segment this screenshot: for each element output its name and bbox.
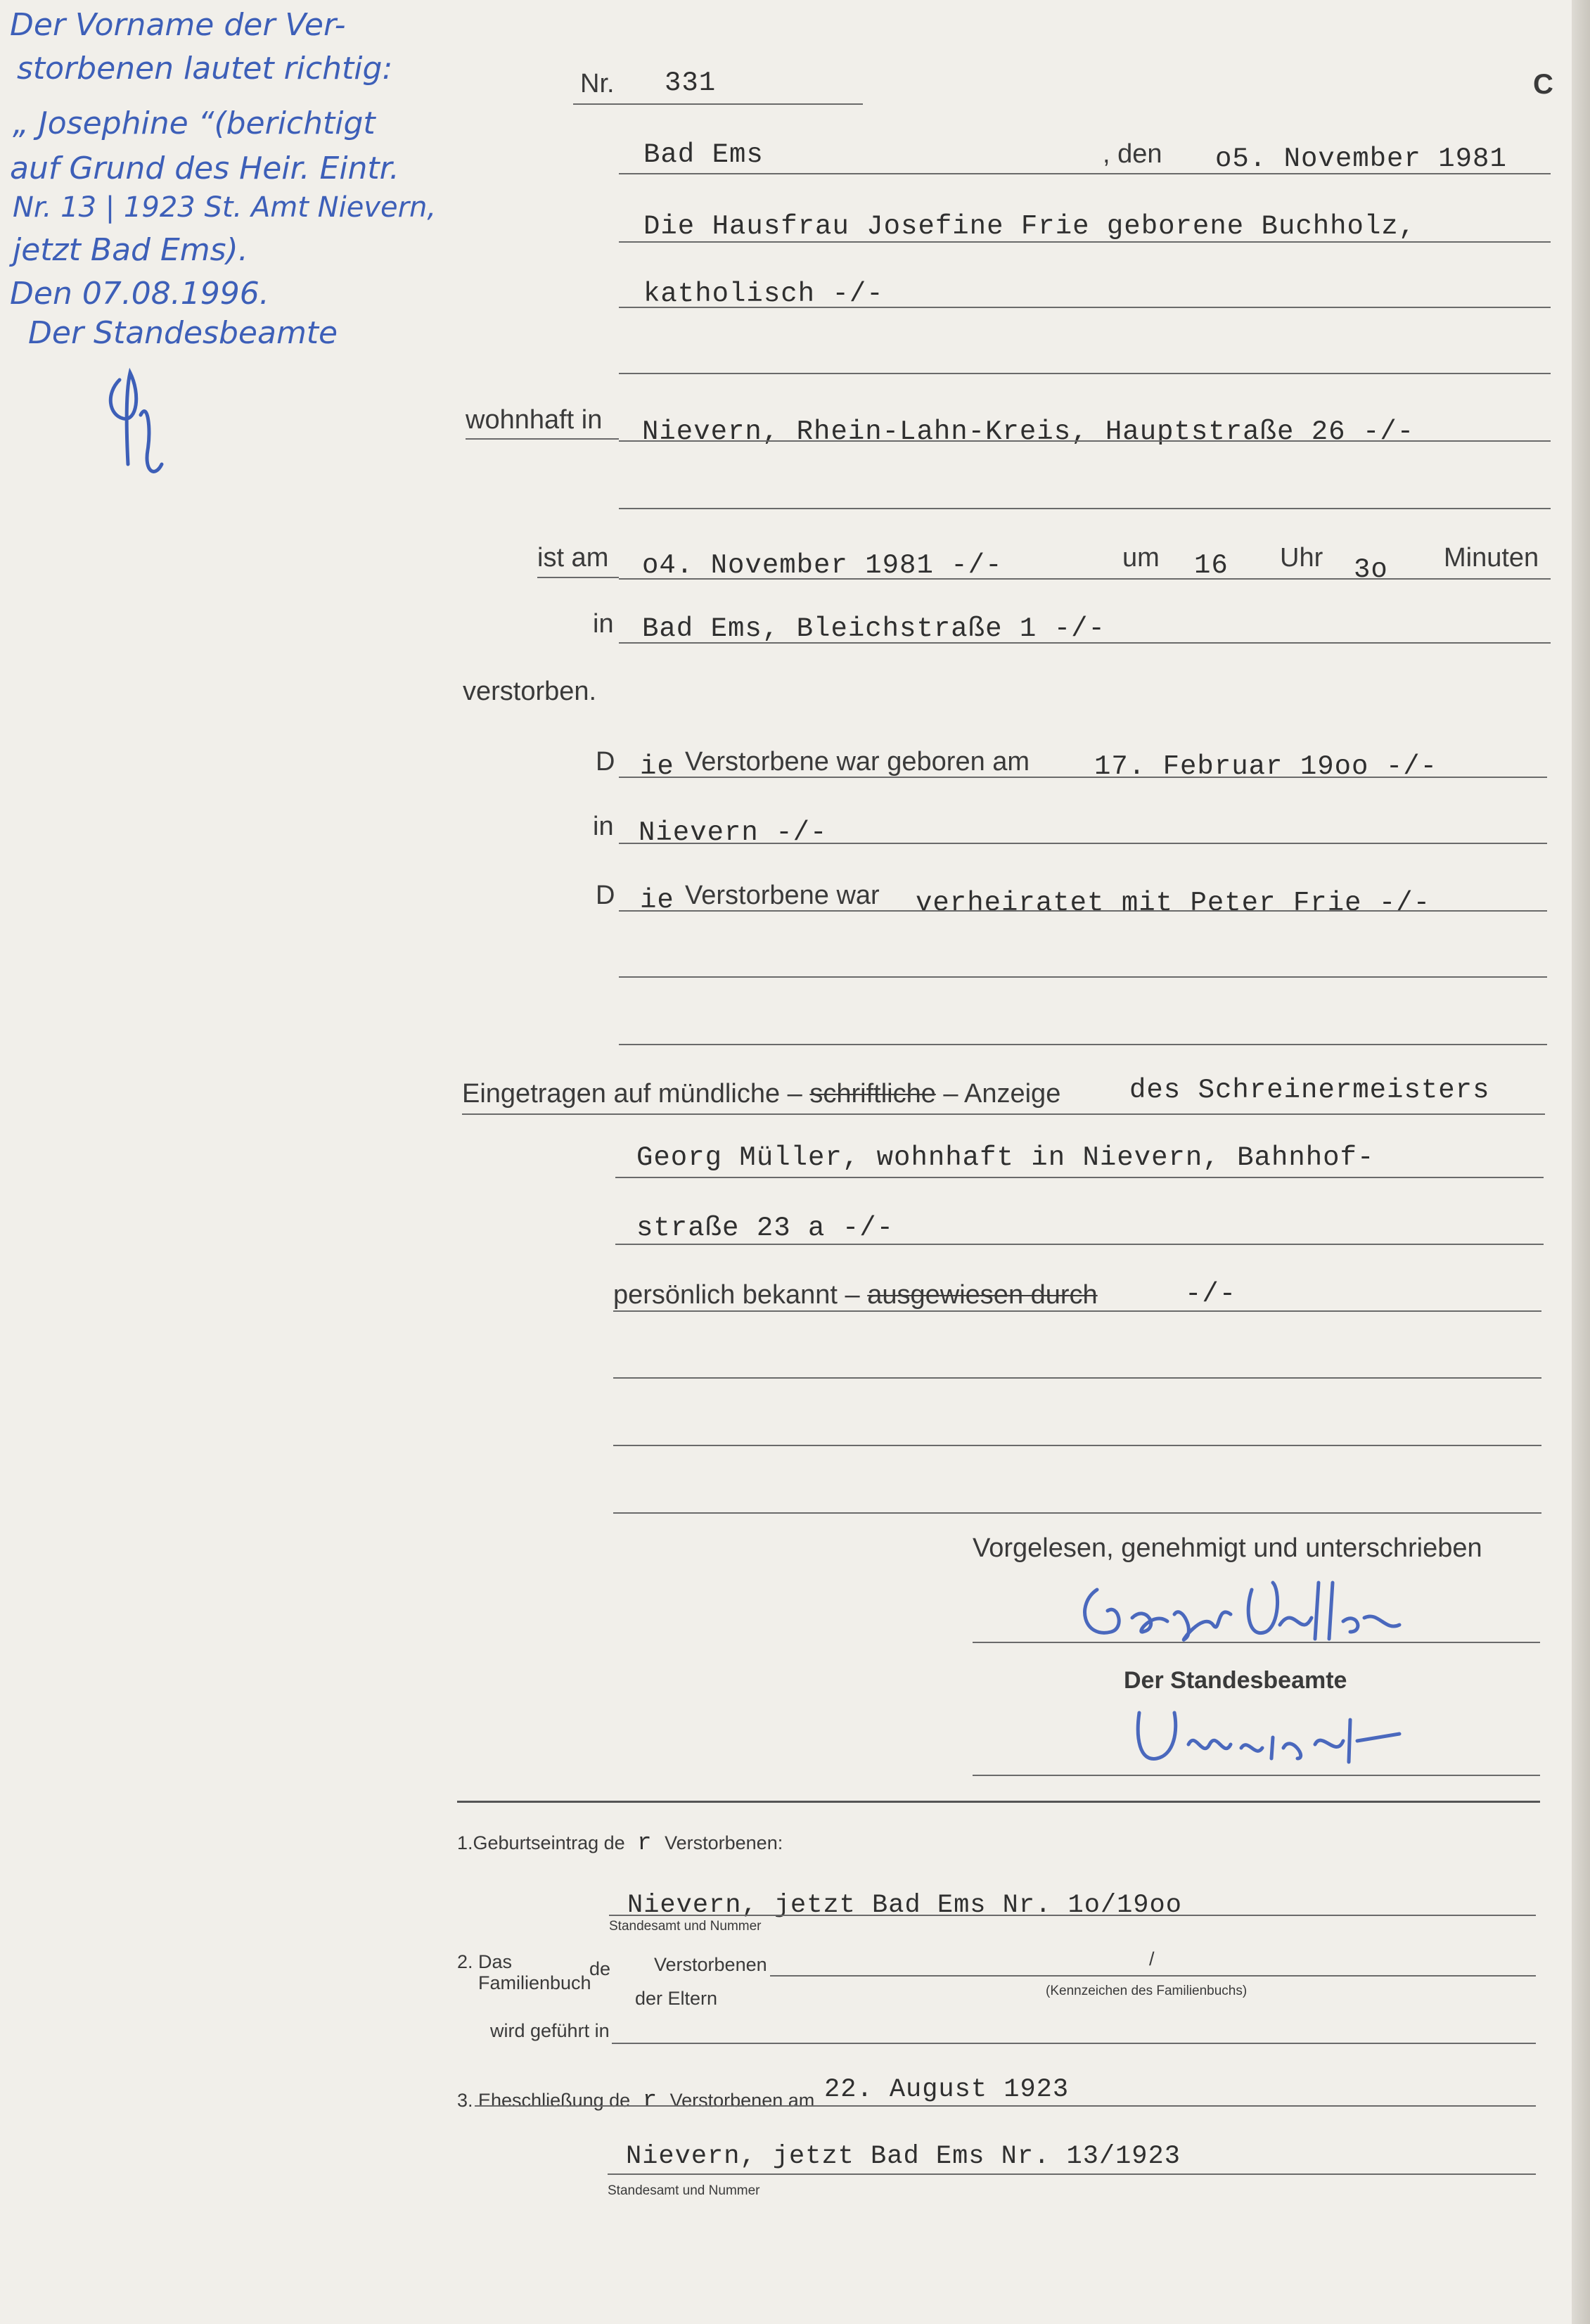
informant-line-1: des Schreinermeisters: [1129, 1075, 1490, 1106]
person-rule-3: [619, 373, 1551, 374]
death-date: o4. November 1981 -/-: [642, 550, 1003, 581]
birth-d-label: D: [596, 747, 615, 777]
birth-rule-1: [619, 777, 1547, 778]
birth-entry-label-a: 1.Geburtseintrag de: [457, 1832, 625, 1853]
informant-rule-1: [615, 1177, 1544, 1178]
residence-label: wohnhaft in: [466, 405, 603, 435]
registration-label-end: – Anzeige: [943, 1079, 1061, 1109]
annotation-line: „ Josephine “(berichtigt: [13, 106, 376, 141]
death-minute: 3o: [1354, 554, 1388, 585]
annotation-line: auf Grund des Heir. Eintr.: [10, 151, 399, 186]
identity-label-start: persönlich bekannt –: [613, 1280, 860, 1310]
annotation-line: storbenen lautet richtig:: [17, 51, 393, 87]
person-rule-2: [619, 307, 1551, 308]
marriage-rule-3: [619, 1044, 1547, 1045]
informant-line-3: straße 23 a -/-: [636, 1213, 895, 1244]
marriage-entry-date: 22. August 1923: [824, 2075, 1070, 2105]
registration-label-start: Eingetragen auf mündliche –: [462, 1079, 802, 1109]
wird-gefuehrt-rule: [612, 2043, 1536, 2044]
verstorben-label: verstorben.: [463, 677, 597, 706]
person-religion: katholisch -/-: [643, 279, 884, 309]
um-label: um: [1122, 543, 1160, 573]
residence-value: Nievern, Rhein-Lahn-Kreis, Hauptstraße 26 -/-: [642, 416, 1415, 447]
minuten-label: Minuten: [1444, 543, 1539, 573]
verstorbene-war-label: Verstorbene war: [685, 881, 880, 910]
death-hour: 16: [1194, 550, 1229, 581]
blank-rule-2: [613, 1445, 1541, 1446]
nr-label: Nr.: [580, 69, 615, 98]
annotation-line: jetzt Bad Ems).: [13, 232, 248, 268]
familienbuch-de: de: [589, 1958, 611, 1979]
registration-label: [462, 1079, 1060, 1109]
person-rule-1: [619, 241, 1551, 243]
geboren-label: Verstorbene war geboren am: [685, 747, 1030, 777]
familienbuch-hint: (Kennzeichen des Familienbuchs): [1046, 1984, 1248, 1998]
residence-rule-2: [619, 508, 1551, 509]
informant-signature-rule: [973, 1642, 1540, 1643]
identity-label: [613, 1280, 1098, 1310]
registration-rule: [462, 1113, 1545, 1115]
blank-rule-3: [613, 1512, 1541, 1514]
ist-am-label: ist am: [537, 543, 609, 573]
birth-entry-label-b: Verstorbenen:: [665, 1832, 783, 1853]
identity-label-struck: ausgewiesen durch: [867, 1280, 1098, 1310]
marital-status: verheiratet mit Peter Frie -/-: [916, 888, 1431, 919]
footer-divider: [457, 1801, 1540, 1803]
birth-rule-2: [619, 843, 1547, 844]
birth-place: Nievern -/-: [639, 817, 828, 848]
registry-date: o5. November 1981: [1215, 143, 1507, 174]
annotation-line: Der Standesbeamte: [28, 315, 338, 351]
marriage-d-label: D: [596, 881, 615, 910]
standesamt-label-1: Standesamt und Nummer: [609, 1919, 762, 1934]
birth-in-label: in: [593, 812, 614, 841]
official-title: Der Standesbeamte: [1124, 1667, 1347, 1694]
familienbuch-number: 2. Das: [457, 1951, 513, 1972]
marriage-place-rule: [608, 2173, 1536, 2175]
annotation-line: Der Vorname der Ver-: [10, 7, 346, 43]
residence-label-underline: [466, 438, 619, 440]
familienbuch-label: Familienbuch: [478, 1972, 591, 1993]
informant-line-2: Georg Müller, wohnhaft in Nievern, Bahnhof-: [636, 1142, 1375, 1173]
informant-rule-2: [615, 1244, 1544, 1245]
informant-signature: [1069, 1562, 1421, 1660]
marriage-ie-typed: ie: [640, 885, 674, 916]
nr-underline: [573, 103, 863, 105]
record-number: 331: [665, 68, 717, 98]
person-description: Die Hausfrau Josefine Frie geborene Buchholz,: [643, 211, 1416, 242]
marriage-entry-label-a: 3. Eheschließung de: [457, 2090, 631, 2111]
birth-entry-label: [457, 1830, 783, 1857]
birth-entry-rule: [609, 1915, 1536, 1916]
marriage-entry-place: Nievern, jetzt Bad Ems Nr. 13/1923: [626, 2142, 1181, 2171]
familienbuch-option-parents: der Eltern: [635, 1988, 718, 2009]
death-place: Bad Ems, Bleichstraße 1 -/-: [642, 613, 1105, 644]
marriage-entry-label-b: Verstorbenen am: [669, 2090, 815, 2111]
registry-place: Bad Ems: [643, 139, 764, 170]
residence-rule: [619, 440, 1551, 442]
marriage-rule-1: [619, 910, 1547, 912]
header-rule: [619, 173, 1551, 174]
familienbuch-rule: [770, 1975, 1536, 1977]
official-signature: [1125, 1702, 1435, 1780]
standesamt-label-2: Standesamt und Nummer: [608, 2183, 760, 2198]
official-signature-rule: [973, 1775, 1540, 1776]
marriage-entry-r: r: [642, 2088, 658, 2114]
birth-date: 17. Februar 19oo -/-: [1094, 751, 1438, 782]
read-approved-label: Vorgelesen, genehmigt und unterschrieben: [973, 1533, 1482, 1563]
death-rule-2: [619, 642, 1551, 644]
familienbuch-slash: /: [1149, 1948, 1155, 1969]
blank-rule-1: [613, 1377, 1541, 1379]
den-label: , den: [1103, 139, 1162, 169]
annotation-initials-signature: [98, 352, 183, 492]
ist-am-underline: [537, 577, 619, 578]
birth-entry-r: r: [637, 1830, 653, 1857]
familienbuch-option-deceased: Verstorbenen: [654, 1954, 767, 1975]
birth-ie-typed: ie: [640, 751, 674, 782]
marriage-rule-2: [619, 976, 1547, 978]
death-in-label: in: [593, 609, 614, 639]
annotation-line: Nr. 13 | 1923 St. Amt Nievern,: [13, 191, 437, 224]
identity-value: -/-: [1185, 1279, 1237, 1310]
annotation-line: Den 07.08.1996.: [10, 276, 269, 312]
marriage-entry-rule: [475, 2105, 1536, 2107]
page-edge: [1572, 0, 1590, 2324]
marriage-entry-label: [457, 2088, 814, 2114]
birth-entry-value: Nievern, jetzt Bad Ems Nr. 1o/19oo: [627, 1891, 1182, 1920]
identity-rule: [613, 1310, 1541, 1312]
death-rule-1: [619, 578, 1551, 580]
wird-gefuehrt-label: wird geführt in: [490, 2020, 610, 2041]
corner-letter: C: [1533, 69, 1553, 100]
registration-label-struck: schriftliche: [809, 1079, 936, 1109]
uhr-label: Uhr: [1280, 543, 1323, 573]
